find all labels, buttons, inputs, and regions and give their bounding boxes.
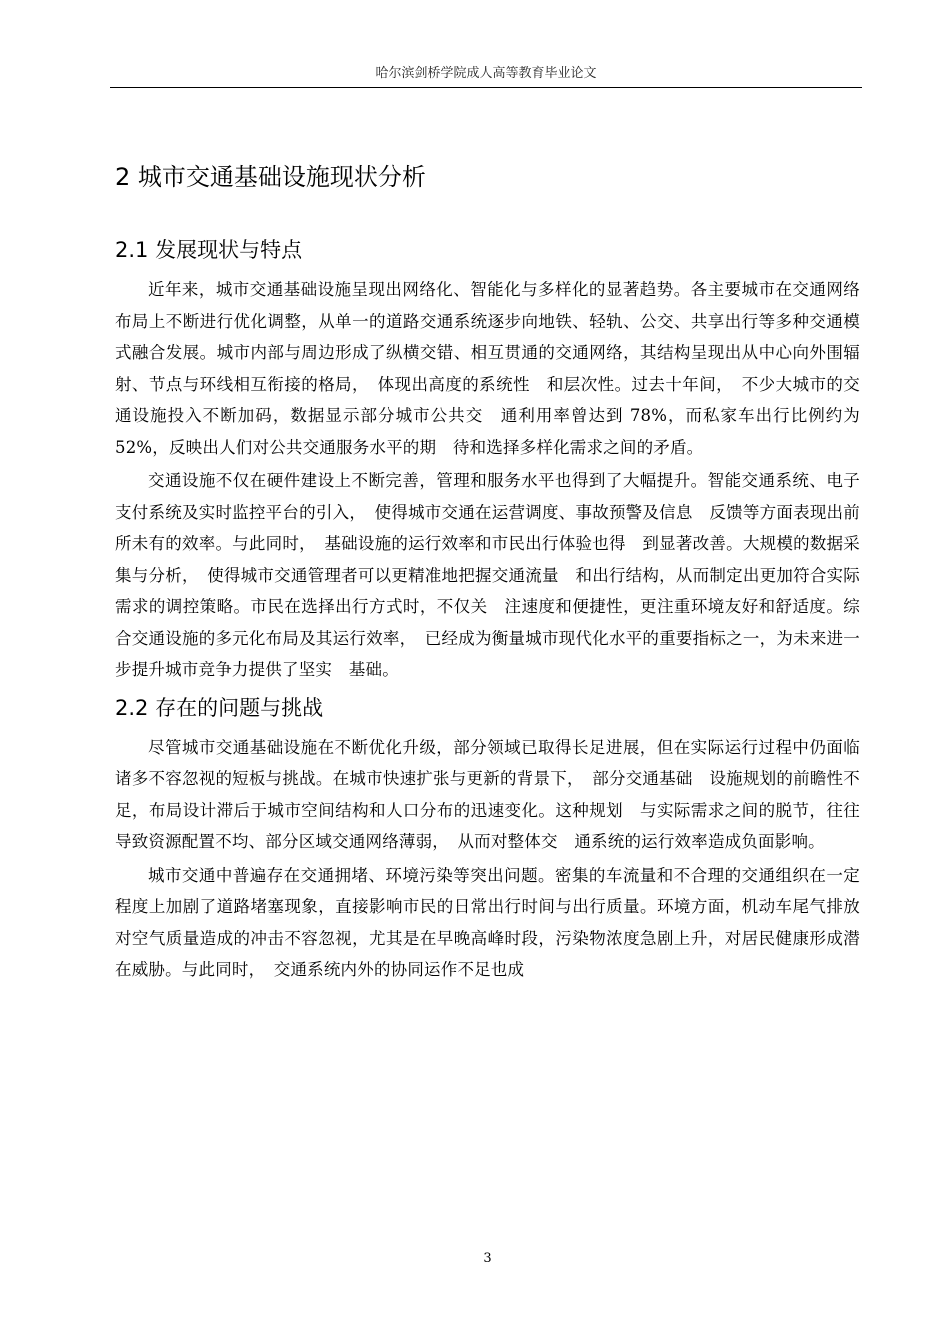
section-title-2-2: 2.2 存在的问题与挑战 [115,695,324,720]
chapter-title: 2 城市交通基础设施现状分析 [115,163,426,191]
paragraph: 尽管城市交通基础设施在不断优化升级，部分领域已取得长足进展，但在实际运行过程中仍面临诸多不容忽视的短板与挑战。在城市快速扩张与更新的背景下， 部分交通基础 设施规划的前瞻性不足，布局设计滞后于城市空间结构和人口分布的迅速变化。这种规划 与实际需求之间的脱节，往往导致资源配置不均、部分区域交通网络薄弱， 从而对整体交 通系统的运行效率造成负面影响。 [115,737,860,851]
page-content [115,158,860,986]
header-rule [110,87,862,88]
page-number: 3 [483,1251,492,1266]
section-title-2-1: 2.1 发展现状与特点 [115,238,303,262]
paragraph: 交通设施不仅在硬件建设上不断完善，管理和服务水平也得到了大幅提升。智能交通系统、电子支付系统及实时监控平台的引入， 使得城市交通在运营调度、事故预警及信息 反馈等方面表现出前所未有的效率。与此同时， 基础设施的运行效率和市民出行体验也得 到显著改善。大规模的数据采集与分析， 使得城市交通管理者可以更精准地把握交通流量 和出行结构，从而制定出更加符合实际需求的调控策略。市民在选择出行方式时，不仅关 注速度和便捷性，更注重环境友好和舒适度。综合交通设施的多元化布局及其运行效率， 已经成为衡量城市现代化水平的重要指标之一，为未来进一步提升城市竞争力提供了坚实 基础。 [115,471,860,679]
paragraph: 城市交通中普遍存在交通拥堵、环境污染等突出问题。密集的车流量和不合理的交通组织在一定程度上加剧了道路堵塞现象，直接影响市民的日常出行时间与出行质量。环境方面，机动车尾气排放对空气质量造成的冲击不容忽视，尤其是在早晚高峰时段，污染物浓度急剧上升，对居民健康形成潜在威胁。与此同时， 交通系统内外的协同运作不足也成 [115,865,860,979]
paragraph: 近年来，城市交通基础设施呈现出网络化、智能化与多样化的显著趋势。各主要城市在交通网络布局上不断进行优化调整，从单一的道路交通系统逐步向地铁、轻轨、公交、共享出行等多种交通模式融合发展。城市内部与周边形成了纵横交错、相互贯通的交通网络，其结构呈现出从中心向外围辐射、节点与环线相互衔接的格局， 体现出高度的系统性 和层次性。过去十年间， 不少大城市的交通设施投入不断加码，数据显示部分城市公共交 通利用率曾达到 78%，而私家车出行比例约为 52%，反映出人们对公共交通服务水平的期 待和选择多样化需求之间的矛盾。 [115,280,860,457]
running-header: 哈尔滨剑桥学院成人高等教育毕业论文 [375,66,597,81]
